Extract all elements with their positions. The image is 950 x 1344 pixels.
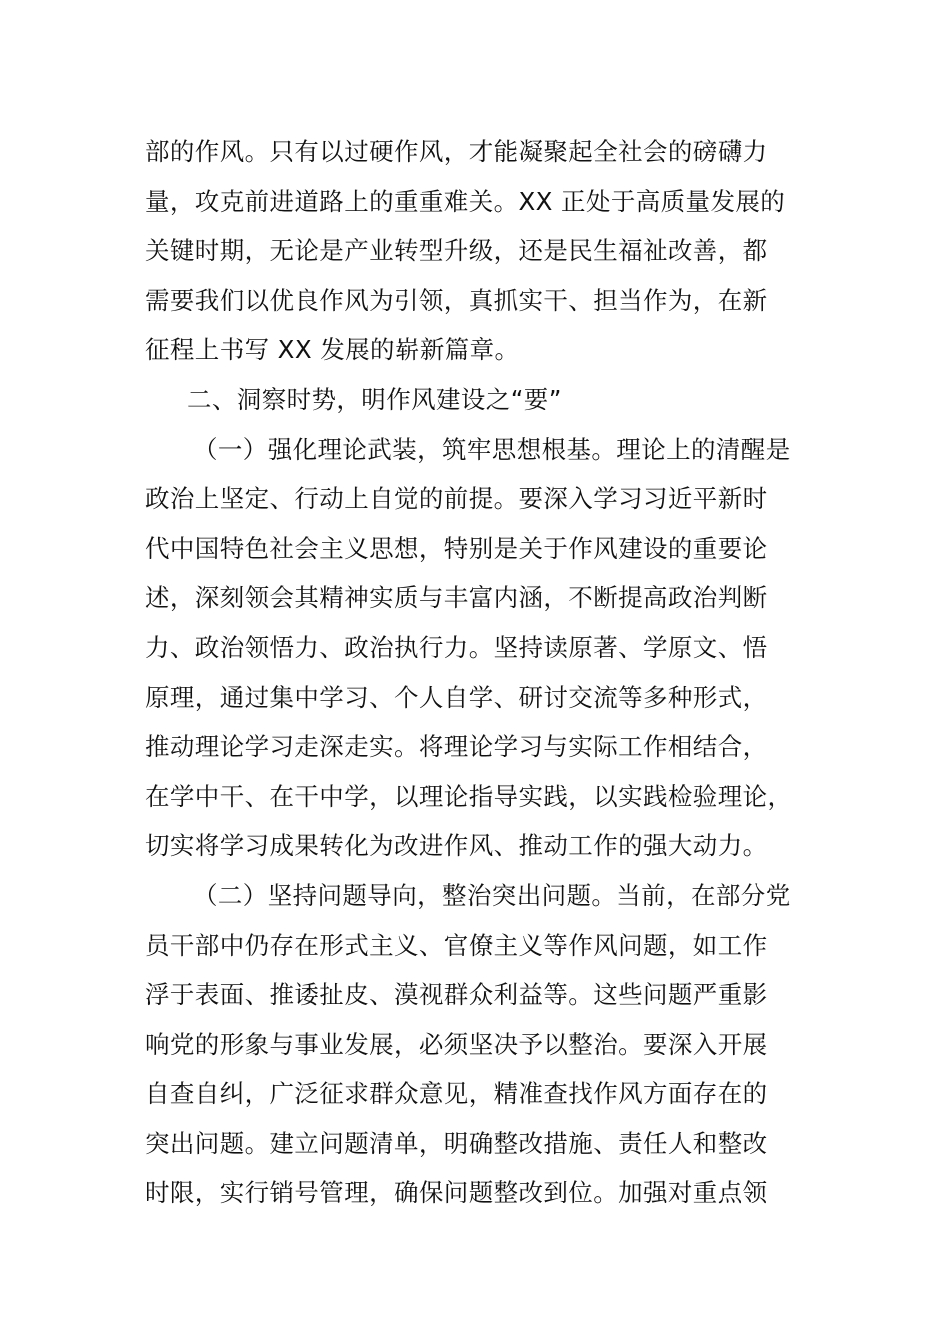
paragraph-line: 浮于表面、推诿扯皮、漠视群众利益等。这些问题严重影 [145, 980, 768, 1010]
paragraph-line: 员干部中仍存在形式主义、官僚主义等作风问题，如工作 [145, 930, 768, 960]
paragraph-line: 原理，通过集中学习、个人自学、研讨交流等多种形式， [145, 682, 768, 712]
paragraph-line: 述，深刻领会其精神实质与丰富内涵，不断提高政治判断 [145, 583, 768, 613]
paragraph-line: 突出问题。建立问题清单，明确整改措施、责任人和整改 [145, 1128, 768, 1158]
paragraph-line: 力、政治领悟力、政治执行力。坚持读原著、学原文、悟 [145, 632, 768, 662]
paragraph-line: 政治上坚定、行动上自觉的前提。要深入学习习近平新时 [145, 484, 768, 514]
paragraph-line: 需要我们以优良作风为引领，真抓实干、担当作为，在新 [145, 285, 768, 315]
paragraph-line: 自查自纠，广泛征求群众意见，精准查找作风方面存在的 [145, 1079, 768, 1109]
paragraph-line: 部的作风。只有以过硬作风，才能凝聚起全社会的磅礴力 [145, 137, 768, 166]
paragraph-line: 切实将学习成果转化为改进作风、推动工作的强大动力。 [145, 831, 768, 861]
paragraph-line: 响党的形象与事业发展，必须坚决予以整治。要深入开展 [145, 1029, 768, 1059]
paragraph-line: 时限，实行销号管理，确保问题整改到位。加强对重点领 [145, 1178, 768, 1208]
paragraph-line: 推动理论学习走深走实。将理论学习与实际工作相结合， [145, 732, 768, 762]
body-text [145, 127, 805, 1218]
subsection-heading-line: （一）强化理论武装，筑牢思想根基。理论上的清醒是 [193, 434, 791, 464]
section-heading: 二、洞察时势，明作风建设之“要” [187, 384, 562, 414]
paragraph-line: 量，攻克前进道路上的重重难关。XX 正处于高质量发展的 [145, 186, 786, 216]
paragraph-line: 关键时期，无论是产业转型升级，还是民生福祉改善，都 [145, 236, 768, 266]
paragraph-line: 在学中干、在干中学，以理论指导实践，以实践检验理论， [145, 781, 793, 811]
subsection-heading-line: （二）坚持问题导向，整治突出问题。当前，在部分党 [193, 880, 791, 910]
paragraph-line: 代中国特色社会主义思想，特别是关于作风建设的重要论 [145, 533, 768, 563]
paragraph-line: 征程上书写 XX 发展的崭新篇章。 [145, 335, 520, 365]
